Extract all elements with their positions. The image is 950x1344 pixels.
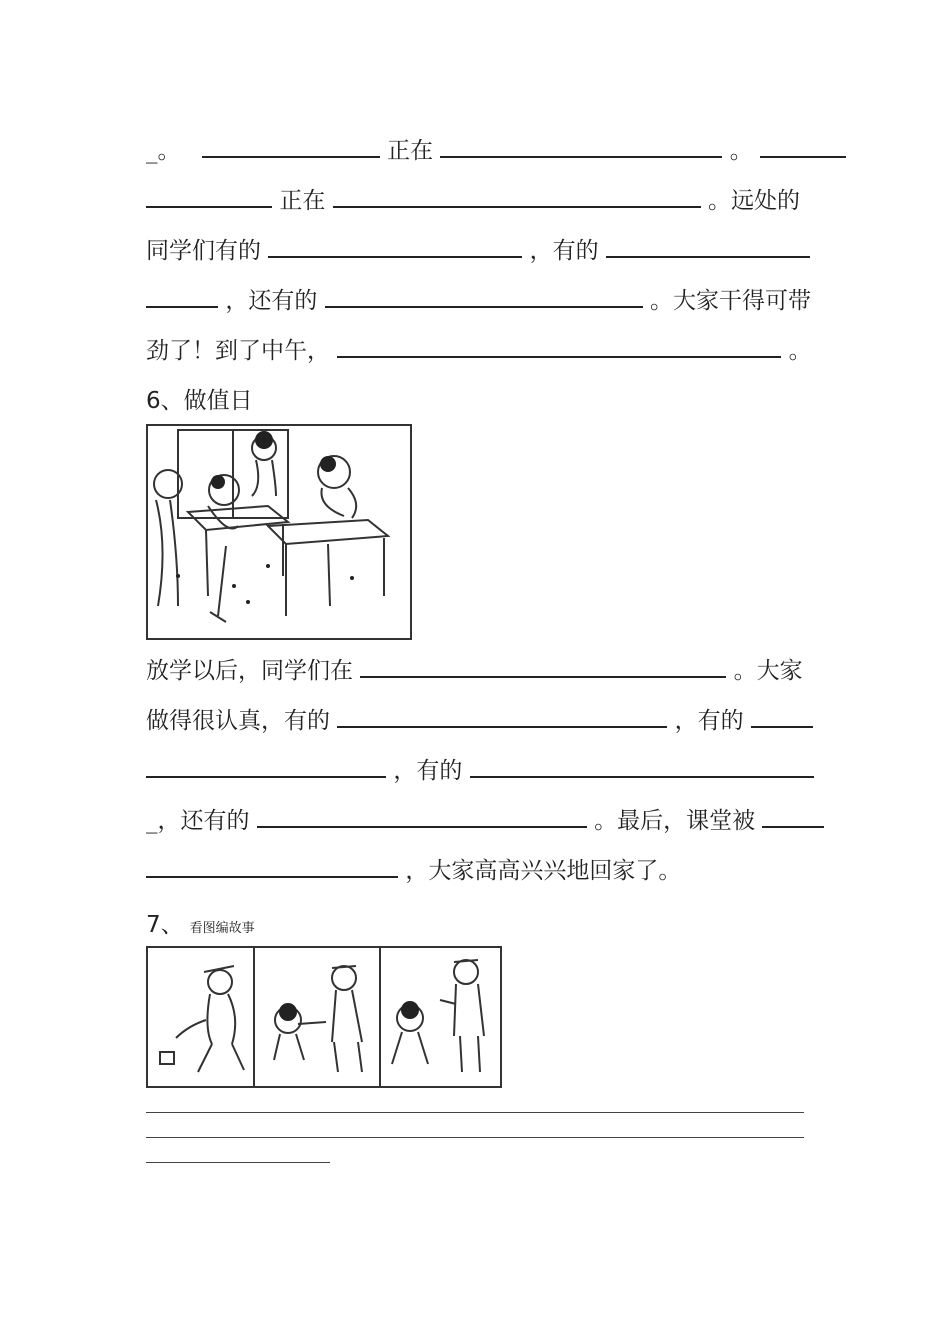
answer-blank[interactable] [751, 700, 813, 728]
section-7-number: 7、 [146, 912, 184, 938]
story-panels-drawing [148, 948, 500, 1086]
answer-blank[interactable] [146, 750, 386, 778]
text-fragment: ，有的 [529, 238, 599, 264]
fill-line [146, 130, 806, 170]
fill-line [146, 850, 806, 890]
text-fragment: 。大家干得可带 [649, 288, 811, 314]
answer-blank[interactable] [257, 800, 587, 828]
answer-blank[interactable] [268, 230, 522, 258]
answer-blank[interactable] [325, 280, 643, 308]
answer-blank[interactable] [146, 850, 398, 878]
text-fragment: 。大家 [733, 658, 803, 684]
answer-blank[interactable] [606, 230, 810, 258]
classroom-cleaning-drawing [148, 426, 410, 638]
text-fragment: 。 [729, 138, 753, 164]
section-7-title: 看图编故事 [189, 921, 255, 936]
fill-line [146, 750, 806, 790]
answer-blank[interactable] [760, 130, 846, 158]
fill-line [146, 700, 806, 740]
fill-line [146, 230, 806, 270]
duty-cleaning-illustration [146, 424, 412, 640]
fill-line [146, 280, 811, 320]
answer-blank[interactable] [202, 130, 380, 158]
answer-blank[interactable] [146, 180, 272, 208]
text-fragment: 。远处的 [707, 188, 800, 214]
text-fragment: _。 [146, 138, 181, 164]
answer-blank[interactable] [337, 330, 781, 358]
text-fragment: 。 [788, 338, 812, 364]
answer-blank[interactable] [762, 800, 824, 828]
text-fragment: _，还有的 [146, 808, 250, 834]
text-fragment: 正在 [387, 138, 434, 164]
fill-line [146, 180, 806, 220]
writing-line[interactable] [146, 1162, 330, 1163]
fill-line [146, 800, 806, 840]
writing-line[interactable] [146, 1112, 804, 1113]
text-fragment: 。最后，课堂被 [594, 808, 756, 834]
writing-line[interactable] [146, 1137, 804, 1138]
text-fragment: 正在 [279, 188, 326, 214]
text-fragment: ，大家高高兴兴地回家了。 [405, 858, 682, 884]
text-fragment: 同学们有的 [146, 238, 261, 264]
text-fragment: 做得很认真，有的 [146, 708, 330, 734]
text-fragment: 放学以后，同学们在 [146, 658, 353, 684]
text-fragment: ，还有的 [225, 288, 318, 314]
answer-blank[interactable] [440, 130, 722, 158]
fill-line [146, 650, 806, 690]
story-comic-strip [146, 946, 502, 1088]
text-fragment: ，有的 [393, 758, 463, 784]
section-6-heading: 6、做值日 [146, 388, 253, 414]
answer-blank[interactable] [337, 700, 667, 728]
text-fragment: ，有的 [674, 708, 744, 734]
answer-blank[interactable] [146, 280, 218, 308]
answer-blank[interactable] [333, 180, 701, 208]
answer-blank[interactable] [360, 650, 726, 678]
fill-line [146, 330, 812, 370]
section-7-heading [146, 906, 255, 939]
text-fragment: 劲了！到了中午， [146, 338, 330, 364]
answer-blank[interactable] [470, 750, 814, 778]
